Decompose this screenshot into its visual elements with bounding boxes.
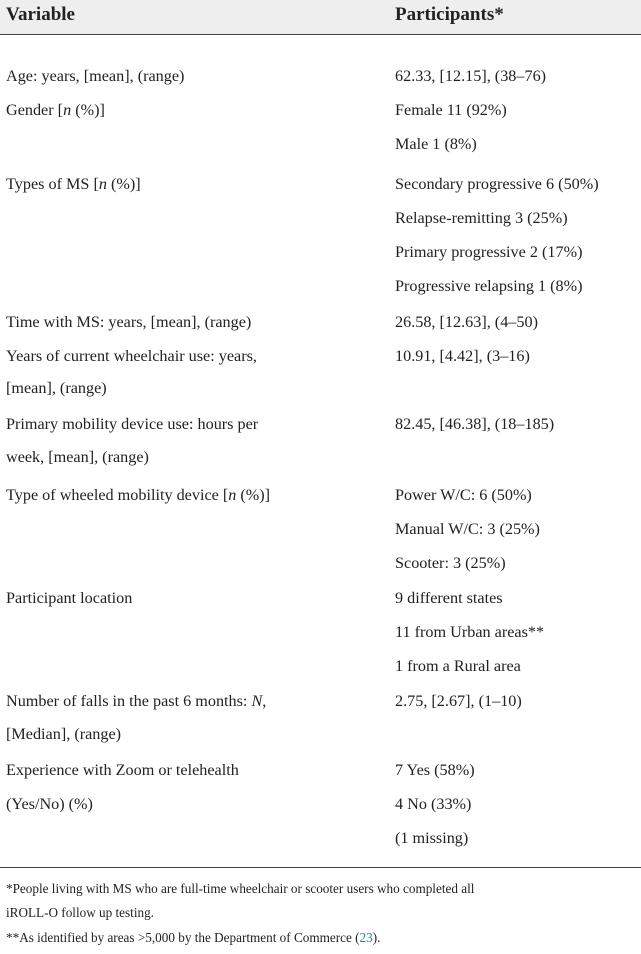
value-location-rural: 1 from a Rural area [395,657,521,675]
value-device-power: Power W/C: 6 (50%) [395,486,532,504]
value-device-scooter: Scooter: 3 (25%) [395,554,506,572]
value-age: 62.33, [12.15], (38–76) [395,67,547,85]
footnote-1-line1: *People living with MS who are full-time wheelchair or scooter users who completed all [6,881,475,896]
variable-falls-line1: Number of falls in the past 6 months: N, [6,692,267,710]
variable-device-type: Type of wheeled mobility device [n (%)] [6,486,271,504]
value-device-use: 82.45, [46.38], (18–185) [395,415,555,433]
value-location-urban: 11 from Urban areas** [395,623,545,641]
value-location-states: 9 different states [395,589,503,607]
variable-device-use-line2: week, [mean], (range) [6,448,149,466]
variable-types-ms: Types of MS [n (%)] [6,175,141,193]
header-participants: Participants* [395,4,504,25]
value-zoom-no: 4 No (33%) [395,795,472,813]
variable-age: Age: years, [mean], (range) [6,67,185,85]
footnote-2-text: **As identified by areas >5,000 by the Department of Commerce ( [6,930,360,945]
variable-wheelchair-years-line2: [mean], (range) [6,379,107,397]
variable-location: Participant location [6,589,133,607]
value-gender-male: Male 1 (8%) [395,135,477,153]
variable-gender: Gender [n (%)] [6,101,105,119]
variable-device-use-line1: Primary mobility device use: hours per [6,415,259,433]
value-zoom-missing: (1 missing) [395,829,469,847]
footnote-2 [6,929,380,947]
value-ms-primary: Primary progressive 2 (17%) [395,243,583,261]
value-device-manual: Manual W/C: 3 (25%) [395,520,540,538]
header-rule [0,34,641,35]
value-falls: 2.75, [2.67], (1–10) [395,692,522,710]
variable-falls-line2: [Median], (range) [6,725,122,743]
value-wheelchair-years: 10.91, [4.42], (3–16) [395,347,530,365]
value-zoom-yes: 7 Yes (58%) [395,761,475,779]
value-ms-progressive: Progressive relapsing 1 (8%) [395,277,583,295]
variable-time-ms: Time with MS: years, [mean], (range) [6,313,252,331]
value-ms-relapse: Relapse-remitting 3 (25%) [395,209,568,227]
table-header [0,0,641,34]
value-gender-female: Female 11 (92%) [395,101,507,119]
variable-zoom-line1: Experience with Zoom or telehealth [6,761,239,779]
value-ms-secondary: Secondary progressive 6 (50%) [395,175,599,193]
bottom-rule [0,867,641,868]
header-variable: Variable [6,4,75,25]
variable-wheelchair-years-line1: Years of current wheelchair use: years, [6,347,257,365]
value-time-ms: 26.58, [12.63], (4–50) [395,313,538,331]
reference-link[interactable]: 23 [359,930,373,945]
footnote-1-line2: iROLL-O follow up testing. [6,905,154,920]
footnote-2-end: ). [372,930,381,945]
variable-zoom-line2: (Yes/No) (%) [6,795,93,813]
